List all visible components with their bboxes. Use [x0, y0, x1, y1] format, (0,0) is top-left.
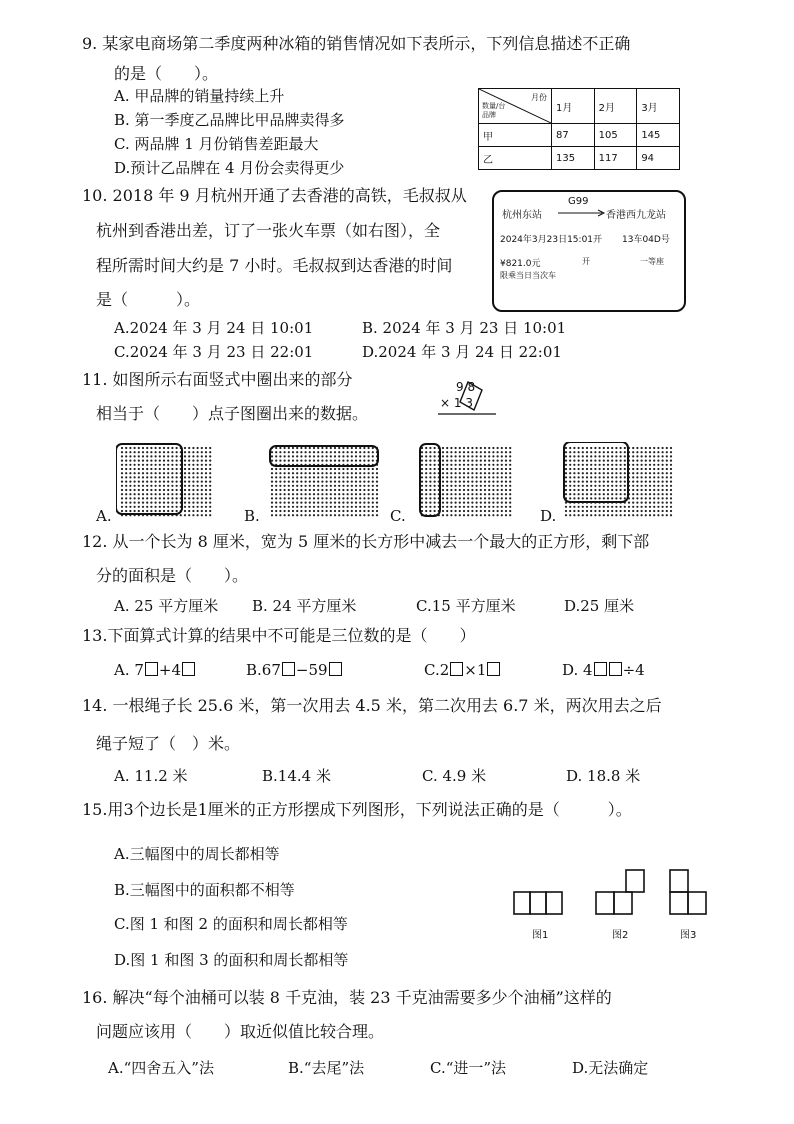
- q15-option-b[interactable]: B.三幅图中的面积都不相等: [114, 881, 295, 899]
- q16-option-a[interactable]: A.“四舍五入”法: [108, 1059, 214, 1077]
- option-text: C.2: [424, 661, 450, 679]
- sales-table: [478, 88, 680, 170]
- figure-2-caption: 图2: [612, 930, 629, 941]
- figure-3-caption: 图3: [680, 930, 697, 941]
- q13-option-c[interactable]: [424, 660, 501, 680]
- q15-stem: 15.用3个边长是1厘米的正方形摆成下列图形，下列说法正确的是（ ）。: [82, 800, 632, 819]
- dot-grid-a[interactable]: [116, 442, 216, 522]
- q14-stem-line2: 绳子短了（ ）米。: [96, 734, 241, 753]
- q15-option-d[interactable]: D.图 1 和图 3 的面积和周长都相等: [114, 951, 349, 969]
- q12-option-d[interactable]: D.25 厘米: [564, 597, 635, 615]
- q9-option-b[interactable]: B. 第一季度乙品牌比甲品牌卖得多: [114, 111, 345, 129]
- q10-stem-line2: 杭州到香港出差，订了一张火车票（如右图），全: [96, 221, 441, 240]
- figure-1-caption: 图1: [532, 930, 549, 941]
- q10-stem-line1: 10. 2018 年 9 月杭州开通了去香港的高铁，毛叔叔从: [82, 186, 467, 205]
- q13-option-a[interactable]: [114, 660, 196, 680]
- q12-option-a[interactable]: A. 25 平方厘米: [114, 597, 219, 615]
- q16-stem-line1: 16. 解决“每个油桶可以装 8 千克油，装 23 千克油需要多少个油桶”这样的: [82, 988, 612, 1007]
- table-brand-jia: 甲: [479, 124, 552, 147]
- blank-box: [329, 662, 342, 676]
- q14-option-a[interactable]: A. 11.2 米: [114, 767, 188, 785]
- dot-grid-b[interactable]: [266, 442, 382, 522]
- q15-option-c[interactable]: C.图 1 和图 2 的面积和周长都相等: [114, 915, 348, 933]
- table-cell: 94: [637, 147, 680, 170]
- q9-option-a[interactable]: A. 甲品牌的销量持续上升: [114, 87, 285, 105]
- q14-option-d[interactable]: D. 18.8 米: [566, 767, 641, 785]
- q13-option-b[interactable]: [246, 660, 343, 680]
- table-header-2: 2月: [594, 89, 637, 124]
- ticket-open: 开: [582, 257, 590, 266]
- blank-box: [487, 662, 500, 676]
- dot-grid-c[interactable]: [416, 442, 516, 522]
- option-text: +4: [158, 661, 182, 679]
- q11-label-c[interactable]: C.: [390, 507, 406, 525]
- option-text: B.67: [246, 661, 281, 679]
- calc-top: 9 8: [456, 380, 476, 394]
- blank-box: [282, 662, 295, 676]
- q10-option-a[interactable]: A.2024 年 3 月 24 日 10:01: [114, 319, 314, 337]
- q11-label-a[interactable]: A.: [96, 507, 112, 525]
- q9-stem-line1: 9. 某家电商场第二季度两种冰箱的销售情况如下表所示，下列信息描述不正确: [82, 34, 631, 53]
- figure-2: [592, 866, 648, 922]
- table-corner-bottom: 数量/台 品牌: [482, 102, 506, 119]
- table-corner-cell: [479, 89, 552, 124]
- ticket-datetime: 2024年3月23日15:01开: [500, 235, 603, 245]
- calc-mul: × 1 3: [440, 396, 473, 410]
- table-header-3: 3月: [637, 89, 680, 124]
- option-text: ÷4: [622, 661, 645, 679]
- option-text: −59: [295, 661, 328, 679]
- table-corner-top: 月份: [531, 93, 547, 102]
- table-brand-yi: 乙: [479, 147, 552, 170]
- q12-stem-line2: 分的面积是（ ）。: [96, 566, 249, 585]
- dot-grid-d[interactable]: [560, 442, 676, 522]
- ticket-train: G99: [568, 196, 589, 207]
- q14-option-b[interactable]: B.14.4 米: [262, 767, 331, 785]
- q9-stem-line2: 的是（ ）。: [114, 64, 219, 83]
- q14-stem-line1: 14. 一根绳子长 25.6 米，第一次用去 4.5 米，第二次用去 6.7 米，两次用去之后: [82, 696, 662, 715]
- ticket-seat-type: 一等座: [640, 257, 664, 266]
- option-text: ×1: [464, 661, 487, 679]
- q12-option-c[interactable]: C.15 平方厘米: [416, 597, 516, 615]
- q10-stem-line4: 是（ ）。: [96, 290, 201, 309]
- q13-stem: 13.下面算式计算的结果中不可能是三位数的是（ ）: [82, 626, 476, 645]
- q9-option-d[interactable]: D.预计乙品牌在 4 月份会卖得更少: [114, 159, 345, 177]
- q12-stem-line1: 12. 从一个长为 8 厘米，宽为 5 厘米的长方形中减去一个最大的正方形，剩下部: [82, 532, 650, 551]
- q15-option-a[interactable]: A.三幅图中的周长都相等: [114, 845, 280, 863]
- q16-option-d[interactable]: D.无法确定: [572, 1059, 649, 1077]
- q16-option-c[interactable]: C.“进一”法: [430, 1059, 507, 1077]
- blank-box: [450, 662, 463, 676]
- q11-stem-line2: 相当于（ ）点子图圈出来的数据。: [96, 404, 369, 423]
- table-cell: 87: [552, 124, 595, 147]
- blank-box: [182, 662, 195, 676]
- q10-option-b[interactable]: B. 2024 年 3 月 23 日 10:01: [362, 319, 567, 337]
- table-header-1: 1月: [552, 89, 595, 124]
- ticket-to: 香港西九龙站: [606, 210, 666, 221]
- q11-label-d[interactable]: D.: [540, 507, 557, 525]
- ticket-note: 限乘当日当次车: [500, 271, 556, 280]
- q12-option-b[interactable]: B. 24 平方厘米: [252, 597, 357, 615]
- blank-box: [145, 662, 158, 676]
- train-ticket: [492, 190, 686, 312]
- vertical-multiplication: [438, 380, 498, 422]
- q10-option-c[interactable]: C.2024 年 3 月 23 日 22:01: [114, 343, 314, 361]
- table-cell: 105: [594, 124, 637, 147]
- option-text: D. 4: [562, 661, 593, 679]
- q11-label-b[interactable]: B.: [244, 507, 260, 525]
- ticket-from: 杭州东站: [502, 210, 542, 221]
- blank-box: [594, 662, 607, 676]
- table-cell: 135: [552, 147, 595, 170]
- table-cell: 117: [594, 147, 637, 170]
- option-text: A. 7: [114, 661, 144, 679]
- table-cell: 145: [637, 124, 680, 147]
- q16-stem-line2: 问题应该用（ ）取近似值比较合理。: [96, 1022, 385, 1041]
- q10-stem-line3: 程所需时间大约是 7 小时。毛叔叔到达香港的时间: [96, 256, 453, 275]
- figure-1: [512, 866, 564, 922]
- q13-option-d[interactable]: [562, 660, 645, 680]
- ticket-price: ¥821.0元: [500, 259, 541, 269]
- q10-option-d[interactable]: D.2024 年 3 月 24 日 22:01: [362, 343, 562, 361]
- q16-option-b[interactable]: B.“去尾”法: [288, 1059, 365, 1077]
- blank-box: [609, 662, 622, 676]
- q14-option-c[interactable]: C. 4.9 米: [422, 767, 487, 785]
- q9-option-c[interactable]: C. 两品牌 1 月份销售差距最大: [114, 135, 319, 153]
- q11-stem-line1: 11. 如图所示右面竖式中圈出来的部分: [82, 370, 353, 389]
- figure-3: [664, 866, 712, 922]
- ticket-seat: 13车04D号: [622, 235, 670, 245]
